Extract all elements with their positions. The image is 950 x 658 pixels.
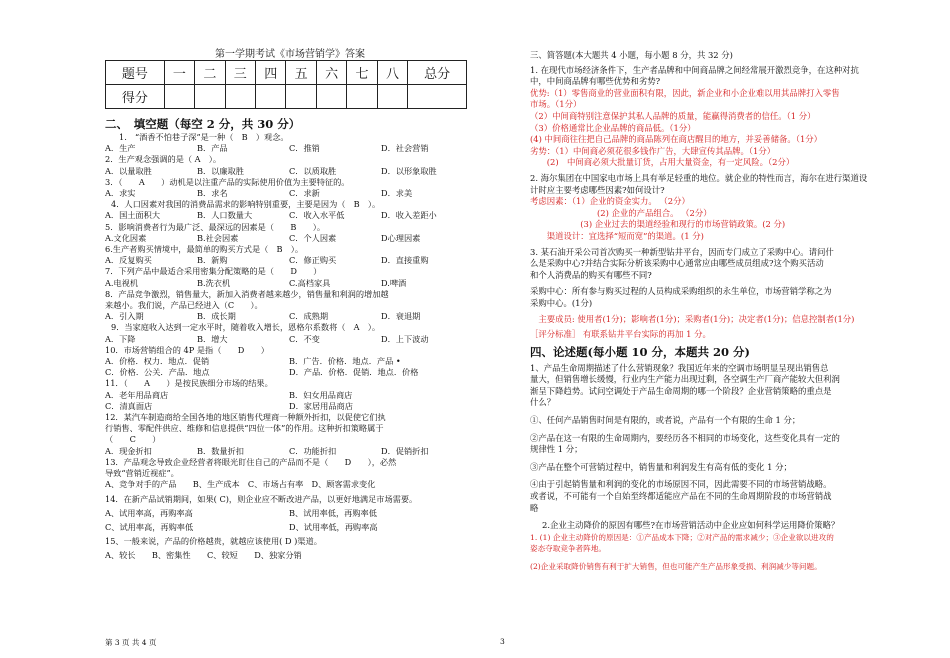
document-title: 第一学期考试《市场营销学》答案 <box>215 49 365 60</box>
score-cell <box>377 85 407 109</box>
answer-text: 优势:（1）零售商业的营业面积有限，因此，新企业和小企业难以用其品牌打入零售 <box>530 87 840 98</box>
option: A．价格．权力．地点．促销 <box>105 356 210 367</box>
option: B．以廉取胜 <box>197 165 244 176</box>
answer-options <box>105 390 473 412</box>
question-text: 2. 海尔集团在中国家电市场上具有举足轻重的地位。就企业的特性而言，海尔在进行渠道设 <box>530 172 868 183</box>
left-column <box>105 0 473 658</box>
option: A.文化因素 <box>105 232 147 243</box>
score-cell: 一 <box>164 61 194 85</box>
answer-text: 规律性 1 分； <box>530 444 583 455</box>
right-column <box>530 0 920 658</box>
answer-options <box>105 311 473 322</box>
option: D．产品．价格．促销．地点．价格 <box>289 367 419 378</box>
score-cell <box>408 85 467 109</box>
option: A．老年用品商店 <box>105 389 169 400</box>
option: C．以质取胜 <box>289 165 337 176</box>
answer-options: A、竞争对手的产品 B、生产成本 C、市场占有率 D、顾客需求变化 <box>105 479 376 490</box>
option: A．以量取胜 <box>105 165 152 176</box>
answer-options <box>105 188 473 199</box>
answer-text: (3) 企业过去的渠道经验和现行的市场营销政策。(2 分) <box>530 219 786 230</box>
option: C．收入水平低 <box>289 210 345 221</box>
section-heading: 四、论述题(每小题 10 分，本题共 20 分) <box>530 344 750 359</box>
option: D．衰退期 <box>381 311 421 322</box>
question-text: 11．（ A ）是按民族细分市场的结果。 <box>105 378 273 389</box>
answer-options <box>105 522 473 533</box>
score-cell: 四 <box>256 61 286 85</box>
option: D．家居用品商店 <box>289 400 353 411</box>
answer-text: ④由于引起销售量和利润的变化的市场原因不同，因此需要不同的市场营销战略。 <box>530 479 832 490</box>
answer-text: 采购中心。(1分) <box>530 297 593 308</box>
option: D．收入差距小 <box>381 210 437 221</box>
option: A．国土面积大 <box>105 210 161 221</box>
option: C．功能折扣 <box>289 445 337 456</box>
option: A．反复购买 <box>105 255 152 266</box>
question-text: 中，中间商品牌有哪些优势和劣势? <box>530 76 661 87</box>
option: D.啤酒 <box>381 277 407 288</box>
answer-text: (2) 中间商必须大批量订货，占用大量资金，有一定风险。（2分） <box>530 157 795 168</box>
answer-text: 主要成员: 使用者(1分)；影响者(1分)；采购者(1分)；决定者(1分)；信息控制者(1分) <box>530 314 855 325</box>
answer-text: ①、任何产品销售时间是有限的，或者说，产品有一个有限的生命 1 分； <box>530 415 801 426</box>
question-text: 13．产品观念导致企业经营者将眼光盯住自己的产品而不是（ D ），必然 <box>105 456 397 467</box>
answer-text: 略 <box>530 502 539 513</box>
option: B.社会因素 <box>197 232 239 243</box>
question-text: 3．（ A ）动机是以注重产品的实际使用价值为主要特征的。 <box>105 176 350 187</box>
answer-text: (2) 企业的产品组合。 （2分） <box>530 207 712 218</box>
answer-text: 采购中心：所有参与购买过程的人员构成采购组织的永生单位，市场营销学称之为 <box>530 286 832 297</box>
option: C．不变 <box>289 333 320 344</box>
question-text: 14．在新产品试销期间，如果( C)，则企业应不断改进产品，以更好地满足市场需要。 <box>105 493 418 504</box>
answer-text: 姿态夺取竞争者阵地。 <box>530 544 606 554</box>
question-text: 1、产品生命周期描述了什么营销现象？我国近年来的空调市场明显呈现出销售总 <box>530 362 829 373</box>
option: C、试用率高，再购率低 <box>105 521 194 532</box>
answer-text: ②产品在这一有限的生命周期内，要经历各不相同的市场变化，这些变化具有一定的 <box>530 432 840 443</box>
option: D．上下波动 <box>381 333 429 344</box>
option: C．清真面店 <box>105 400 153 411</box>
option: A．求实 <box>105 188 136 199</box>
option: B．人口数量大 <box>197 210 253 221</box>
question-text: 量大，但销售增长缓慢，行业内生产能力出现过剩，各空调生产厂商产能较大但利润 <box>530 374 840 385</box>
option: C．求新 <box>289 188 320 199</box>
score-cell <box>195 85 225 109</box>
option: A．引入期 <box>105 311 144 322</box>
option: C．成熟期 <box>289 311 329 322</box>
score-cell: 总分 <box>408 61 467 85</box>
option: A、试用率高，再购率高 <box>105 507 193 518</box>
option: A．现金折扣 <box>105 445 152 456</box>
option: D心理因素 <box>381 232 421 243</box>
answer-text: (2)企业采取降价销售有利于扩大销售，但也可能产生产品形象受损、利润减少等问题。 <box>530 561 822 571</box>
score-cell <box>225 85 255 109</box>
answer-options <box>105 278 473 289</box>
question-text: 8．产品竞争激烈，销售量大，新加入消费者越来越少，销售量和利润的增加越 <box>105 288 389 299</box>
short-answer-section <box>530 50 920 573</box>
question-text: 渐呈下降趋势。试问空调处于产品生命周期的哪一个阶段？企业营销策略的重点是 <box>530 385 832 396</box>
option: C．修正购买 <box>289 255 337 266</box>
option: A．下降 <box>105 333 136 344</box>
answer-text: 渠道设计：宜选择“短而宽”的渠道。(1 分) <box>530 230 704 241</box>
answer-text: ③产品在整个可营销过程中，销售量和利润发生有高有低的变化 1 分； <box>530 461 792 472</box>
question-text: 1. 在现代市场经济条件下，生产者品牌和中间商品牌之间经常展开激烈竞争，在这种对抗 <box>530 64 859 75</box>
option: B．产品 <box>197 143 228 154</box>
answer-text: (4) 中间商往往把自己品牌的商品陈列在商店醒目的地方，并妥善储备。（1分） <box>530 134 823 145</box>
answer-options <box>105 255 473 266</box>
answer-options <box>105 210 473 221</box>
grading-note: ［评分标准］ 有联系钻井平台实际的再加 1 分。 <box>530 329 711 340</box>
answer-text: （3）价格通常比企业品牌的商品低。（1分） <box>530 122 696 133</box>
option: B.洗衣机 <box>197 277 231 288</box>
option: C.高档家具 <box>289 277 331 288</box>
answer-options <box>105 334 473 345</box>
score-table-header-row <box>106 61 467 85</box>
answer-options <box>105 166 473 177</box>
option: B．新购 <box>197 255 228 266</box>
question-text: 5．影响消费者行为最广泛、最深远的因素是（ B ）。 <box>105 221 326 232</box>
fill-in-section <box>105 116 473 562</box>
score-cell: 得分 <box>106 85 165 109</box>
answer-text: 市场。（1分） <box>530 99 582 110</box>
question-text: 导致“营销近视症”。 <box>105 468 179 479</box>
option: D、试用率低，再购率高 <box>289 521 378 532</box>
section-heading: 二、 填空题（每空 2 分，共 30 分） <box>105 117 301 131</box>
score-cell <box>164 85 194 109</box>
option: B．增大 <box>197 333 228 344</box>
option: D．社会营销 <box>381 143 429 154</box>
option: B、试用率低，再购率低 <box>289 507 377 518</box>
option: C．价格．公关．产品．地点 <box>105 367 210 378</box>
option: C．推销 <box>289 143 320 154</box>
question-text: 么是采购中心?并结合实际分析该采购中心通常应由哪些成员组成?这个购买活动 <box>530 258 824 269</box>
option: B．妇女用品商店 <box>289 389 353 400</box>
score-cell <box>316 85 346 109</box>
answer-text: 1. (1) 企业主动降价的原因是：①产品成本下降；②对产品的需求减少；③企业欲以进攻的 <box>530 532 834 542</box>
question-text: 1. “酒香不怕巷子深”是一种（ B ）观念。 <box>119 132 289 142</box>
option: D．求美 <box>381 188 413 199</box>
answer-options <box>105 233 473 244</box>
question-text: 9．当家庭收入达到一定水平时，随着收入增长，恩格尔系数将（ A ）。 <box>111 322 381 333</box>
option: B．数量折扣 <box>197 445 244 456</box>
score-cell <box>347 85 377 109</box>
score-cell: 五 <box>286 61 316 85</box>
question-text: 什么？ <box>530 397 556 408</box>
question-text: （ C ） <box>105 434 161 445</box>
option: A.电视机 <box>105 277 139 288</box>
answer-text: （2）中间商特别注意保护其私人品牌的质量，能赢得消费者的信任。（1 分） <box>530 110 816 121</box>
option: D．直接重购 <box>381 255 429 266</box>
question-text: 6.生产者购买情境中，最简单的购买方式是（ B ）。 <box>105 244 304 255</box>
option: B．求名 <box>197 188 228 199</box>
question-text: 4．人口因素对我国的消费品需求的影响特别重要，主要是因为（ B ）。 <box>111 199 381 210</box>
score-table <box>105 60 467 109</box>
section-heading: 三、简答题(本大题共 4 小题，每小题 8 分，共 32 分) <box>530 50 733 60</box>
option: D．以形象取胜 <box>381 165 437 176</box>
option: D．促销折扣 <box>381 445 429 456</box>
option: B．广告．价格．地点．产品 • <box>289 356 401 367</box>
answer-options <box>105 356 473 378</box>
question-text: 2．生产观念强调的是（ A ）。 <box>105 154 222 165</box>
answer-text: 考虑因素：（1）企业的资金实力。 （2分） <box>530 196 690 207</box>
question-text: 来越小。我们说，产品已经进入（C ）。 <box>105 300 263 311</box>
score-cell: 题号 <box>106 61 165 85</box>
option: B．成长期 <box>197 311 236 322</box>
answer-options <box>105 508 473 519</box>
question-text: 计时应主要考虑哪些因素?如何设计? <box>530 184 665 195</box>
page-number: 3 <box>500 637 505 646</box>
question-text: 行销售、零配件供应、维修和信息提供“四位一体”的作用。这种折扣策略属于 <box>105 423 384 434</box>
option: A．生产 <box>105 143 136 154</box>
score-cell <box>286 85 316 109</box>
score-cell: 六 <box>316 61 346 85</box>
answer-options <box>105 446 473 457</box>
question-text: 15、一般来说，产品的价格越贵，就越应该使用( D )渠道。 <box>105 536 322 547</box>
question-text: 2.企业主动降价的原因有哪些?在市场营销活动中企业应如何科学运用降价策略？ <box>542 520 840 531</box>
answer-text: 劣势：（1）中间商必须花很多钱作广告，大肆宣传其品牌。（1分） <box>530 145 776 156</box>
score-cell: 八 <box>377 61 407 85</box>
score-cell: 二 <box>195 61 225 85</box>
question-text: 12．某汽车制造商给全国各地的地区销售代理商一种额外折扣，以促使它们执 <box>105 412 386 423</box>
page-footer: 第 3 页 共 4 页 <box>105 638 157 647</box>
score-table-score-row <box>106 85 467 109</box>
score-cell: 七 <box>347 61 377 85</box>
question-text: 7．下列产品中最适合采用密集分配策略的是（ D ） <box>105 266 322 277</box>
score-cell: 三 <box>225 61 255 85</box>
answer-options <box>105 143 473 154</box>
score-cell <box>256 85 286 109</box>
option: C．个人因素 <box>289 232 337 243</box>
question-text: 10．市场营销组合的 4P 是指（ D ） <box>105 344 269 355</box>
question-text: 和个人消费品的购买有哪些不同? <box>530 269 652 280</box>
answer-options: A、较长 B、密集性 C、较短 D、独家分销 <box>105 550 302 561</box>
question-text: 3. 某石油开采公司首次购买一种新型钻井平台，因而专门成立了采购中心。请问什 <box>530 246 834 257</box>
answer-text: 或者说，不可能有一个自始至终都适能应产品在不同的生命周期阶段的市场营销战 <box>530 491 832 501</box>
